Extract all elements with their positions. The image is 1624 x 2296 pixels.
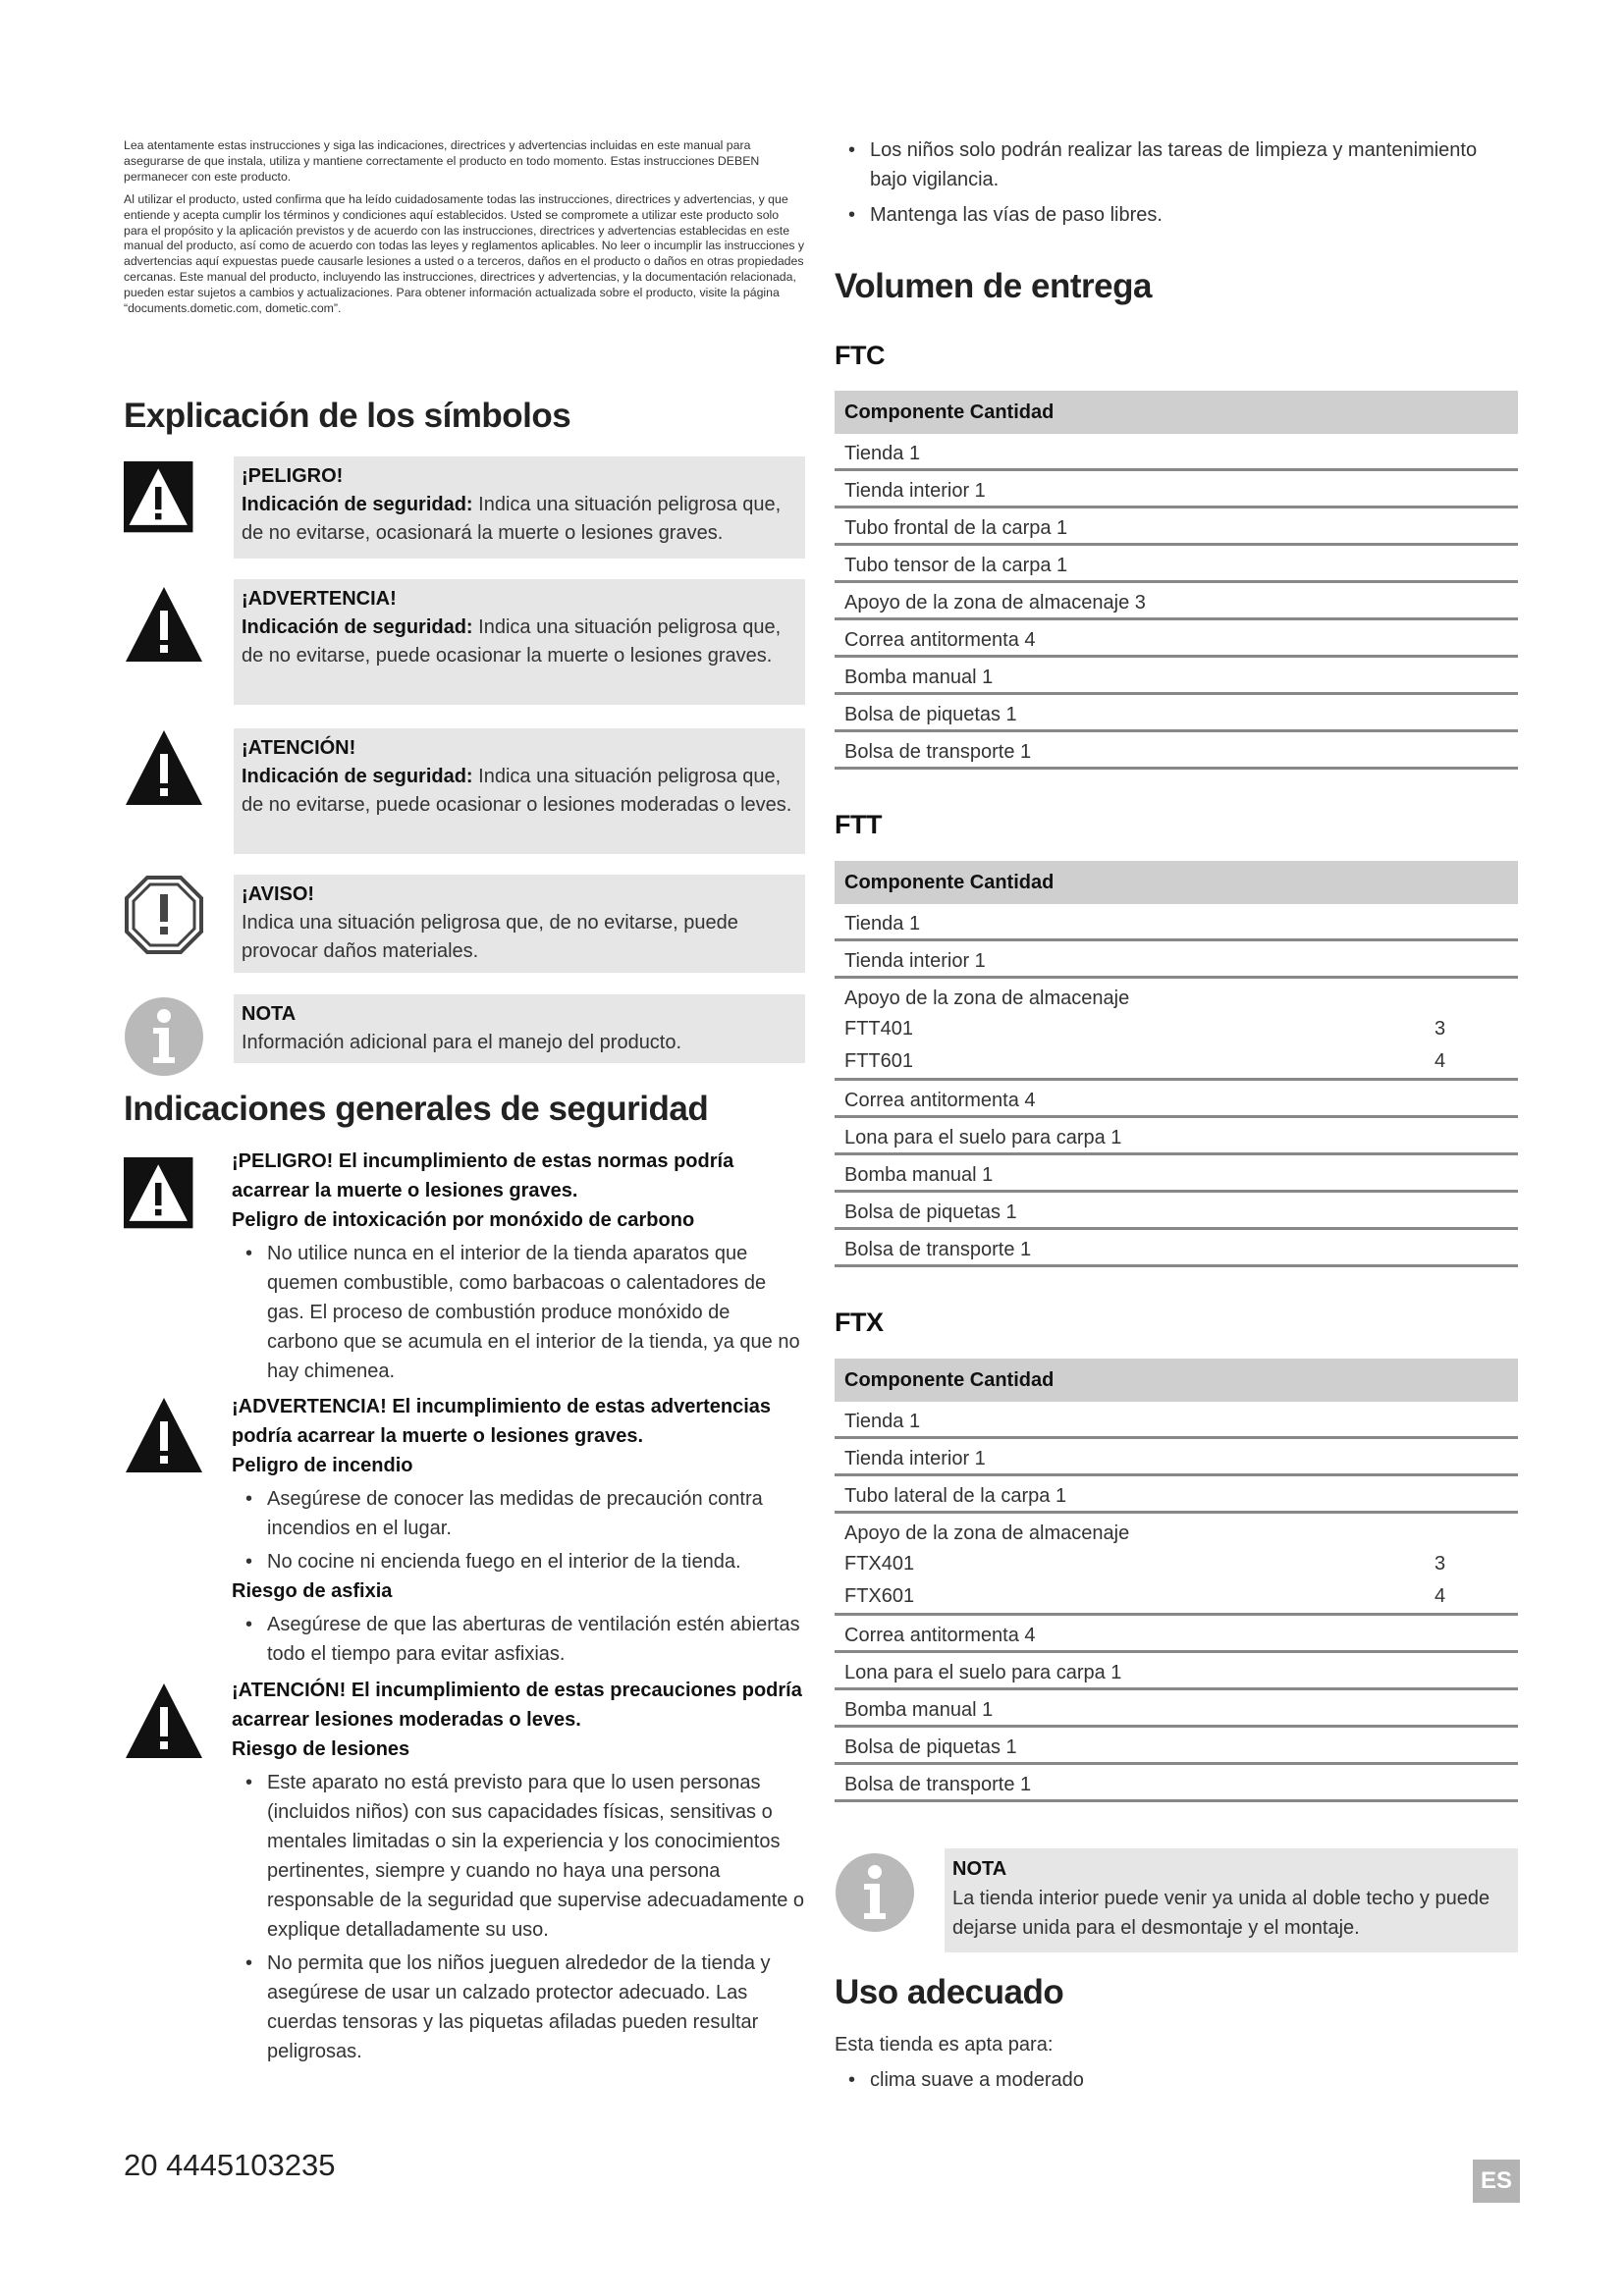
- general-safety-heading: Indicaciones generales de seguridad: [124, 1090, 709, 1128]
- intro-paragraph-1: Lea atentamente estas instrucciones y siga las indicaciones, directrices y advertencias incluidas en este manual para asegurarse de que instala, utiliza y mantiene correctamente el producto en todo momento. Estas instrucciones DEBEN permanecer con este producto.: [124, 138, 760, 184]
- info-icon: [835, 1852, 915, 1933]
- table-row: Apoyo de la zona de almacenaje 3: [835, 583, 1518, 620]
- nota-interior-tent: [835, 1848, 1518, 1947]
- general-atencion-bullet-1: • Este aparato no está previsto para que lo usen personas (incluidos niños) con sus capacidades físicas, sensitivas o mentales limitadas o sin la experiencia y los conocimientos pertinentes, siempre y cuando no haya una persona responsable de la seguridad que supervise adecuadamente o explique detalladamente su uso.: [232, 1768, 805, 1945]
- nota2-text: La tienda interior puede venir ya unida al doble techo y puede dejarse unida para el desmontaje y el montaje.: [952, 1888, 1490, 1939]
- table-row: Bolsa de piquetas 1: [835, 1193, 1518, 1230]
- general-advertencia-sub1: Peligro de incendio: [232, 1455, 413, 1476]
- model-name: FTT401: [844, 1018, 914, 1040]
- model-qty: 4: [1435, 1050, 1446, 1072]
- general-peligro: [124, 1147, 805, 1382]
- general-atencion-title: ¡ATENCIÓN! El incumplimiento de estas precauciones podría acarrear lesiones moderadas o leves.: [232, 1680, 802, 1731]
- nota-title: NOTA: [242, 1003, 297, 1025]
- right-top-bullets: [835, 135, 1518, 236]
- table-row: Tienda interior 1: [835, 941, 1518, 979]
- general-advertencia: [124, 1392, 805, 1667]
- table-row: Lona para el suelo para carpa 1: [835, 1118, 1518, 1155]
- general-peligro-text: [232, 1147, 805, 1386]
- right-bullet-2: • Mantenga las vías de paso libres.: [835, 200, 1518, 230]
- table-row: Bolsa de transporte 1: [835, 1765, 1518, 1802]
- ftt-table-header: Componente Cantidad: [835, 861, 1518, 904]
- advertencia-label: Indicación de seguridad:: [242, 616, 473, 638]
- general-peligro-bullet-1: • No utilice nunca en el interior de la tienda aparatos que quemen combustible, como barbacoas o calentadores de gas. El proceso de combustión produce monóxido de carbono que se acumula en el interior de la tienda, ya que no hay chimenea.: [232, 1239, 805, 1386]
- table-row: Tienda interior 1: [835, 1439, 1518, 1476]
- general-atencion-text: [232, 1676, 805, 2066]
- table-row: Tubo tensor de la carpa 1: [835, 546, 1518, 583]
- general-peligro-title: ¡PELIGRO! El incumplimiento de estas normas podría acarrear la muerte o lesiones graves.: [232, 1150, 734, 1201]
- general-atencion: [124, 1676, 805, 2068]
- table-row: Bolsa de piquetas 1: [835, 695, 1518, 732]
- nota-text: Información adicional para el manejo del producto.: [242, 1032, 682, 1053]
- symbol-nota-box: [234, 994, 805, 1063]
- peligro-label: Indicación de seguridad:: [242, 494, 473, 515]
- right-bullet-1: • Los niños solo podrán realizar las tareas de limpieza y mantenimiento bajo vigilancia.: [835, 135, 1518, 194]
- table-row: Bolsa de transporte 1: [835, 732, 1518, 770]
- caution-triangle-icon: [124, 1682, 204, 1762]
- general-advertencia-bullet-1: • Asegúrese de conocer las medidas de precaución contra incendios en el lugar.: [232, 1484, 805, 1543]
- symbol-atencion-box: [234, 728, 805, 854]
- symbols-heading: Explicación de los símbolos: [124, 397, 571, 435]
- group-subrow: [844, 1580, 1508, 1613]
- uso-heading: Uso adecuado: [835, 1973, 1064, 2011]
- table-row: Bomba manual 1: [835, 1155, 1518, 1193]
- general-atencion-sub: Riesgo de lesiones: [232, 1738, 410, 1760]
- table-row-group: [835, 979, 1518, 1081]
- intro-paragraph-2: Al utilizar el producto, usted confirma que ha leído cuidadosamente todas las instrucciones, directrices y advertencias, y que entiende y acepta cumplir los términos y condiciones aquí establecidos. Usted se compromete a utilizar este producto solo para el propósito y la aplicación previstos y de acuerdo con las instrucciones, directrices y advertencias establecidas en este manual del producto, así como de acuerdo con todas las leyes y reglamentos aplicables. No leer o incumplir las instrucciones y advertencias aquí expuestas puede causarle lesiones a usted o a terceros, daños en el producto o daños en otras propiedades cercanas. Este manual del producto, incluyendo las instrucciones, directrices y advertencias, y la documentación relacionada, pueden estar sujetos a cambios y actualizaciones. Para obtener información actualizada sobre el producto, visite la página “documents.dometic.com, dometic.com”.: [124, 191, 805, 316]
- nota2-title: NOTA: [952, 1858, 1007, 1880]
- danger-warning-icon: [124, 460, 198, 537]
- general-advertencia-sub2: Riesgo de asfixia: [232, 1580, 393, 1602]
- table-row: Tienda 1: [835, 434, 1518, 471]
- model-name: FTT601: [844, 1050, 914, 1072]
- symbol-peligro: [124, 456, 805, 559]
- group-subrow: [844, 1045, 1508, 1078]
- general-advertencia-title: ¡ADVERTENCIA! El incumplimiento de estas advertencias podría acarrear la muerte o lesiones graves.: [232, 1396, 772, 1447]
- general-advertencia-bullet-3: • Asegúrese de que las aberturas de ventilación estén abiertas todo el tiempo para evitar asfixias.: [232, 1610, 805, 1669]
- ftt-table: [835, 861, 1518, 1267]
- uso-body: [835, 2030, 1518, 2101]
- intro-text: [124, 138, 805, 324]
- general-advertencia-bullet-2: • No cocine ni encienda fuego en el interior de la tienda.: [232, 1547, 805, 1576]
- ftx-table: [835, 1359, 1518, 1802]
- symbol-advertencia: [124, 579, 805, 705]
- symbol-aviso: [124, 875, 805, 973]
- group-label: Apoyo de la zona de almacenaje: [844, 988, 1130, 1009]
- group-subrow: [844, 1013, 1508, 1045]
- advertencia-text: Indica una situación peligrosa que, de no evitarse, puede ocasionar la muerte o lesiones graves.: [242, 616, 782, 667]
- danger-warning-icon: [124, 1156, 198, 1233]
- info-icon: [124, 996, 204, 1077]
- uso-text: Esta tienda es apta para:: [835, 2034, 1054, 2056]
- symbol-aviso-box: [234, 875, 805, 973]
- language-badge: ES: [1473, 2160, 1520, 2203]
- group-label: Apoyo de la zona de almacenaje: [844, 1522, 1130, 1544]
- peligro-title: ¡PELIGRO!: [242, 465, 344, 487]
- general-peligro-sub: Peligro de intoxicación por monóxido de carbono: [232, 1209, 695, 1231]
- peligro-text: Indica una situación peligrosa que, de no evitarse, ocasionará la muerte o lesiones graves.: [242, 494, 782, 544]
- atencion-title: ¡ATENCIÓN!: [242, 737, 356, 759]
- table-row: Tienda interior 1: [835, 471, 1518, 508]
- model-name: FTX401: [844, 1553, 915, 1575]
- model-qty: 3: [1435, 1018, 1446, 1040]
- table-row: Tienda 1: [835, 904, 1518, 941]
- table-row: Correa antitormenta 4: [835, 1081, 1518, 1118]
- page-number: 20 4445103235: [124, 2148, 336, 2182]
- table-row: Tubo frontal de la carpa 1: [835, 508, 1518, 546]
- notice-octagon-icon: [124, 875, 204, 955]
- ftc-table: [835, 391, 1518, 770]
- table-row: Bomba manual 1: [835, 658, 1518, 695]
- table-row: Tienda 1: [835, 1402, 1518, 1439]
- uso-bullet-1: • clima suave a moderado: [835, 2065, 1518, 2095]
- symbol-advertencia-box: [234, 579, 805, 705]
- warning-triangle-icon: [124, 585, 204, 666]
- general-atencion-bullet-2: • No permita que los niños jueguen alrededor de la tienda y asegúrese de usar un calzado protector adecuado. Las cuerdas tensoras y las piquetas afiladas pueden resultar peligrosas.: [232, 1949, 805, 2066]
- aviso-title: ¡AVISO!: [242, 883, 315, 905]
- general-advertencia-text: [232, 1392, 805, 1669]
- table-row-group: [835, 1514, 1518, 1616]
- ftt-title: FTT: [835, 810, 882, 839]
- advertencia-title: ¡ADVERTENCIA!: [242, 588, 397, 610]
- warning-triangle-icon: [124, 1396, 204, 1476]
- caution-triangle-icon: [124, 728, 204, 809]
- model-qty: 3: [1435, 1553, 1446, 1575]
- delivery-heading: Volumen de entrega: [835, 267, 1152, 305]
- table-row: Lona para el suelo para carpa 1: [835, 1653, 1518, 1690]
- ftc-table-header: Componente Cantidad: [835, 391, 1518, 434]
- table-row: Tubo lateral de la carpa 1: [835, 1476, 1518, 1514]
- ftc-title: FTC: [835, 341, 885, 370]
- table-row: Correa antitormenta 4: [835, 1616, 1518, 1653]
- symbol-atencion: [124, 728, 805, 854]
- aviso-text: Indica una situación peligrosa que, de no evitarse, puede provocar daños materiales.: [242, 912, 738, 962]
- ftx-table-header: Componente Cantidad: [835, 1359, 1518, 1402]
- symbol-nota: [124, 994, 805, 1067]
- model-qty: 4: [1435, 1585, 1446, 1607]
- atencion-label: Indicación de seguridad:: [242, 766, 473, 787]
- ftx-title: FTX: [835, 1308, 884, 1337]
- table-row: Bolsa de transporte 1: [835, 1230, 1518, 1267]
- nota-interior-box: [945, 1848, 1518, 1952]
- table-row: Bomba manual 1: [835, 1690, 1518, 1728]
- table-row: Bolsa de piquetas 1: [835, 1728, 1518, 1765]
- group-subrow: [844, 1548, 1508, 1580]
- model-name: FTX601: [844, 1585, 915, 1607]
- symbol-peligro-box: [234, 456, 805, 559]
- atencion-text: Indica una situación peligrosa que, de no evitarse, puede ocasionar o lesiones moderadas o leves.: [242, 766, 792, 816]
- table-row: Correa antitormenta 4: [835, 620, 1518, 658]
